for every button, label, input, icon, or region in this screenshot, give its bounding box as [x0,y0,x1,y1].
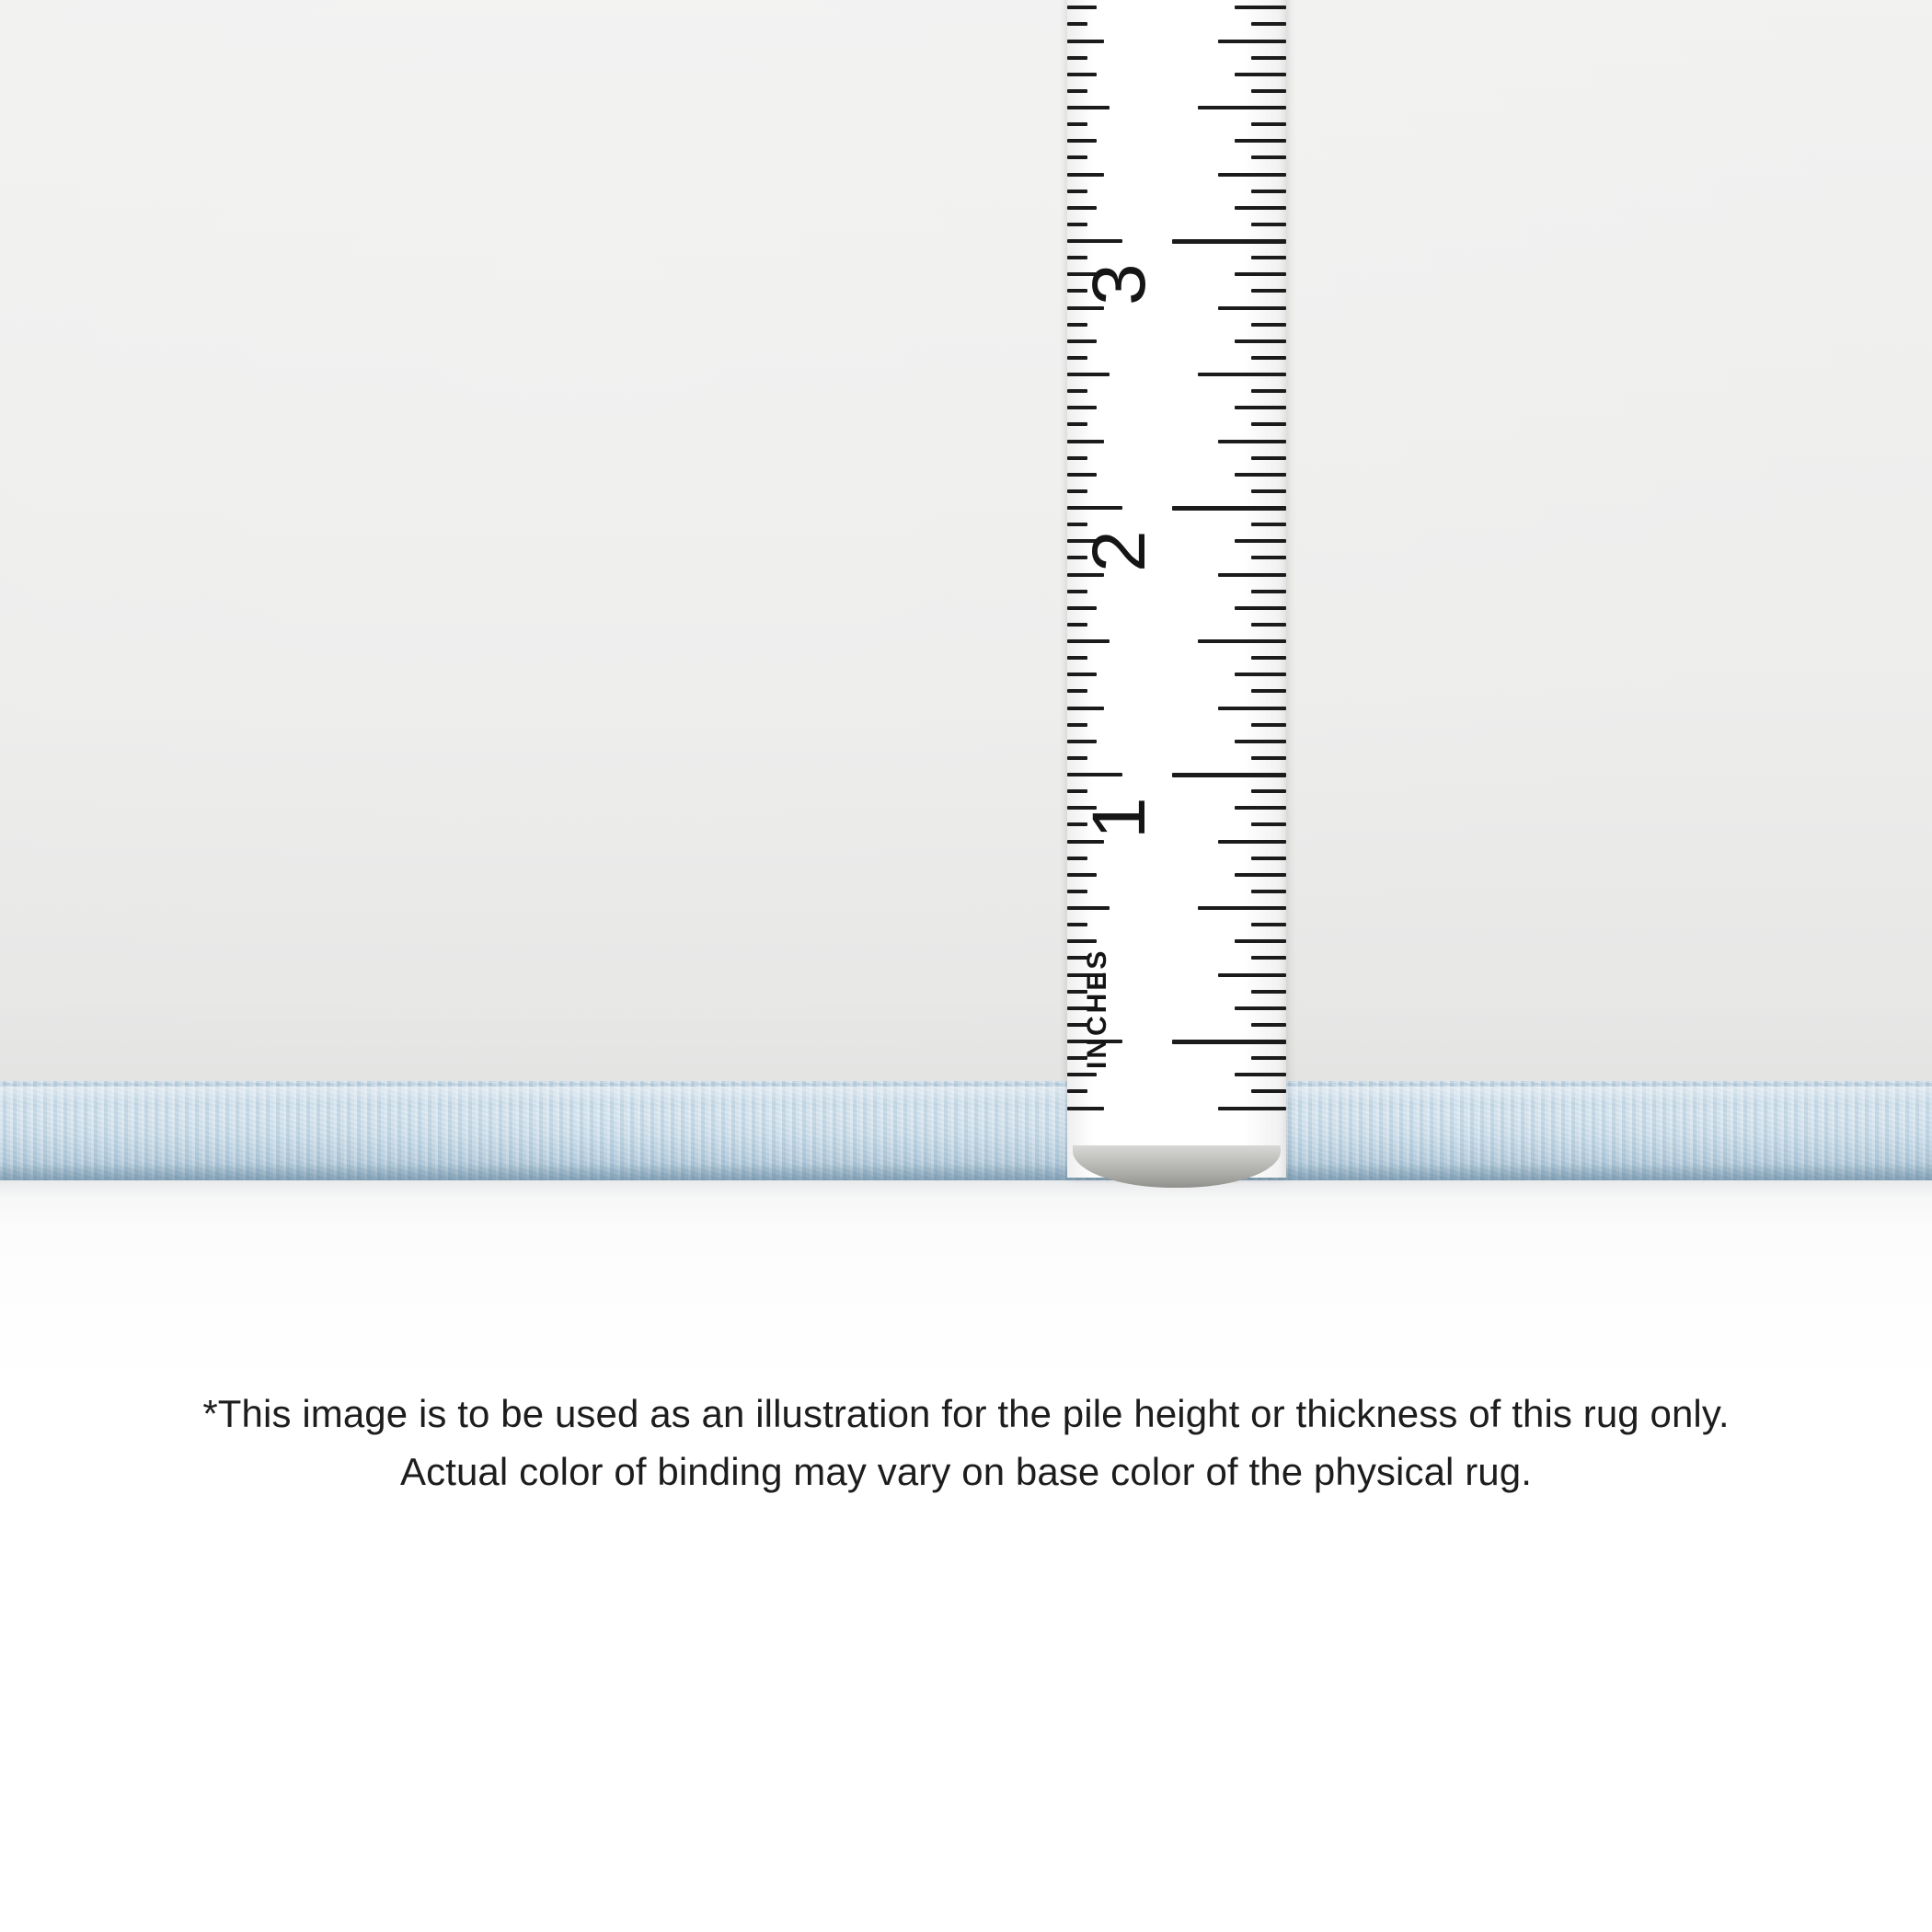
ruler-tick-left [1067,1089,1087,1093]
ruler-tick-left [1067,873,1097,877]
ruler-tick [1251,489,1286,493]
ruler-tick-left [1067,573,1104,577]
ruler-tick-left [1067,389,1087,393]
ruler-tick-left [1067,923,1087,926]
ruler-tick-left [1067,840,1104,844]
ruler-tick [1251,323,1286,327]
ruler-tick-left [1067,122,1087,126]
ruler-tick [1251,523,1286,526]
ruler-tick [1198,906,1286,910]
ruler-tick-left [1067,256,1087,259]
ruler-tick-left [1067,456,1087,460]
ruler-tick-left [1067,206,1097,210]
ruler-tick [1251,556,1286,559]
ruler-tick [1251,122,1286,126]
ruler-tick [1235,73,1286,76]
ruler-number-1: 1 [1077,797,1161,839]
ruler-tick-left [1067,356,1087,360]
ruler-tick [1251,890,1286,893]
ruler-tick [1235,339,1286,343]
ruler-tick [1198,639,1286,643]
ruler-tick [1235,806,1286,810]
ruler-tick [1235,473,1286,477]
rug-contact-shadow [0,1173,1932,1228]
ruler-tick [1251,356,1286,360]
ruler-tick-left [1067,740,1097,743]
ruler-tick [1218,306,1286,310]
ruler-tick [1218,840,1286,844]
ruler-tick-left [1067,22,1087,26]
ruler-tick [1251,289,1286,293]
ruler-tick [1251,1056,1286,1060]
ruler-tick [1251,689,1286,693]
rug-binding-shadow [0,1164,1932,1180]
tape-measure-metal-tip [1067,1145,1286,1188]
caption-line-2: Actual color of binding may vary on base color of the physical rug. [399,1450,1532,1493]
ruler-tick-left [1067,239,1122,243]
ruler-tick [1251,1089,1286,1093]
tape-measure-tip-metal [1073,1145,1281,1188]
ruler-tick-left [1067,440,1104,443]
ruler-tick [1218,440,1286,443]
ruler-tick [1235,539,1286,543]
ruler-tick [1235,6,1286,9]
ruler-tick-left [1067,756,1087,760]
ruler-tick [1251,89,1286,93]
ruler-tick-left [1067,223,1087,226]
ruler-tick [1251,656,1286,660]
ruler-tick-left [1067,89,1087,93]
ruler-tick [1172,773,1286,777]
ruler-tick [1235,673,1286,676]
ruler-tick-left [1067,155,1087,159]
ruler-tick-left [1067,673,1097,676]
ruler-tick-left [1067,623,1087,627]
ruler-tick [1172,1040,1286,1044]
ruler-tick [1251,590,1286,593]
ruler-tick-left [1067,857,1087,860]
ruler-tick-left [1067,523,1087,526]
ruler-tick [1251,956,1286,960]
ruler-tick-left [1067,323,1087,327]
ruler-tick [1198,106,1286,109]
ruler-tick [1251,789,1286,793]
ruler-tick [1251,990,1286,994]
ruler-tick [1251,22,1286,26]
ruler-tick [1251,422,1286,426]
ruler-tick-left [1067,506,1122,510]
ruler-tick-left [1067,406,1097,409]
ruler-tick-left [1067,6,1097,9]
ruler-tick [1235,406,1286,409]
ruler-tick [1235,139,1286,143]
ruler-tick-left [1067,890,1087,893]
ruler-tick-left [1067,689,1087,693]
ruler-tick [1251,857,1286,860]
ruler-tick [1235,939,1286,943]
ruler-tick [1218,173,1286,177]
ruler-tick [1218,973,1286,977]
ruler-tick [1235,1073,1286,1076]
photo-floor-surface [0,1178,1932,1932]
ruler-tick [1251,389,1286,393]
ruler-tick [1198,373,1286,376]
ruler-tick-left [1067,306,1104,310]
ruler-tick [1218,707,1286,710]
ruler-tick-left [1067,56,1087,60]
ruler-unit-label: INCHES [1082,948,1112,1069]
ruler-tick-left [1067,40,1104,43]
ruler-tick-left [1067,723,1087,727]
ruler-tick [1251,256,1286,259]
ruler-tick [1251,923,1286,926]
disclaimer-caption [0,1385,1932,1501]
ruler-tick-left [1067,707,1104,710]
tape-measure [1067,0,1286,1178]
rug-binding-edge [0,1081,1932,1180]
ruler-tick-left [1067,606,1097,610]
ruler-tick-left [1067,590,1087,593]
ruler-tick [1251,623,1286,627]
ruler-tick [1251,56,1286,60]
ruler-tick-left [1067,1073,1097,1076]
ruler-tick-left [1067,656,1087,660]
ruler-tick [1251,1023,1286,1027]
ruler-tick-left [1067,373,1110,376]
ruler-tick-left [1067,422,1087,426]
ruler-number-2: 2 [1077,530,1161,572]
ruler-tick [1235,272,1286,276]
ruler-tick-left [1067,639,1110,643]
ruler-tick-left [1067,73,1097,76]
ruler-tick-left [1067,1107,1104,1110]
ruler-tick-left [1067,789,1087,793]
ruler-tick [1235,740,1286,743]
ruler-tick [1251,155,1286,159]
ruler-tick-left [1067,339,1097,343]
ruler-tick [1251,456,1286,460]
ruler-tick [1251,723,1286,727]
rug-binding-highlight [0,1087,1932,1105]
ruler-tick [1251,822,1286,826]
caption-line-1: *This image is to be used as an illustration for the pile height or thickness of this rug only. [202,1392,1730,1435]
ruler-tick [1251,223,1286,226]
ruler-number-3: 3 [1077,263,1161,305]
ruler-tick [1235,873,1286,877]
ruler-tick [1235,206,1286,210]
ruler-tick-left [1067,139,1097,143]
ruler-tick [1235,1006,1286,1010]
ruler-tick [1251,756,1286,760]
ruler-tick-left [1067,773,1122,776]
ruler-tick-left [1067,190,1087,193]
ruler-tick [1235,606,1286,610]
ruler-tick [1218,573,1286,577]
ruler-tick-left [1067,173,1104,177]
ruler-tick [1172,239,1286,244]
ruler-tick-left [1067,106,1110,109]
ruler-tick [1172,506,1286,511]
ruler-tick-left [1067,906,1110,910]
ruler-tick [1218,1107,1286,1110]
ruler-tick [1218,40,1286,43]
ruler-tick [1251,190,1286,193]
ruler-tick-left [1067,473,1097,477]
ruler-tick-left [1067,489,1087,493]
ruler-tick-left [1067,939,1097,943]
